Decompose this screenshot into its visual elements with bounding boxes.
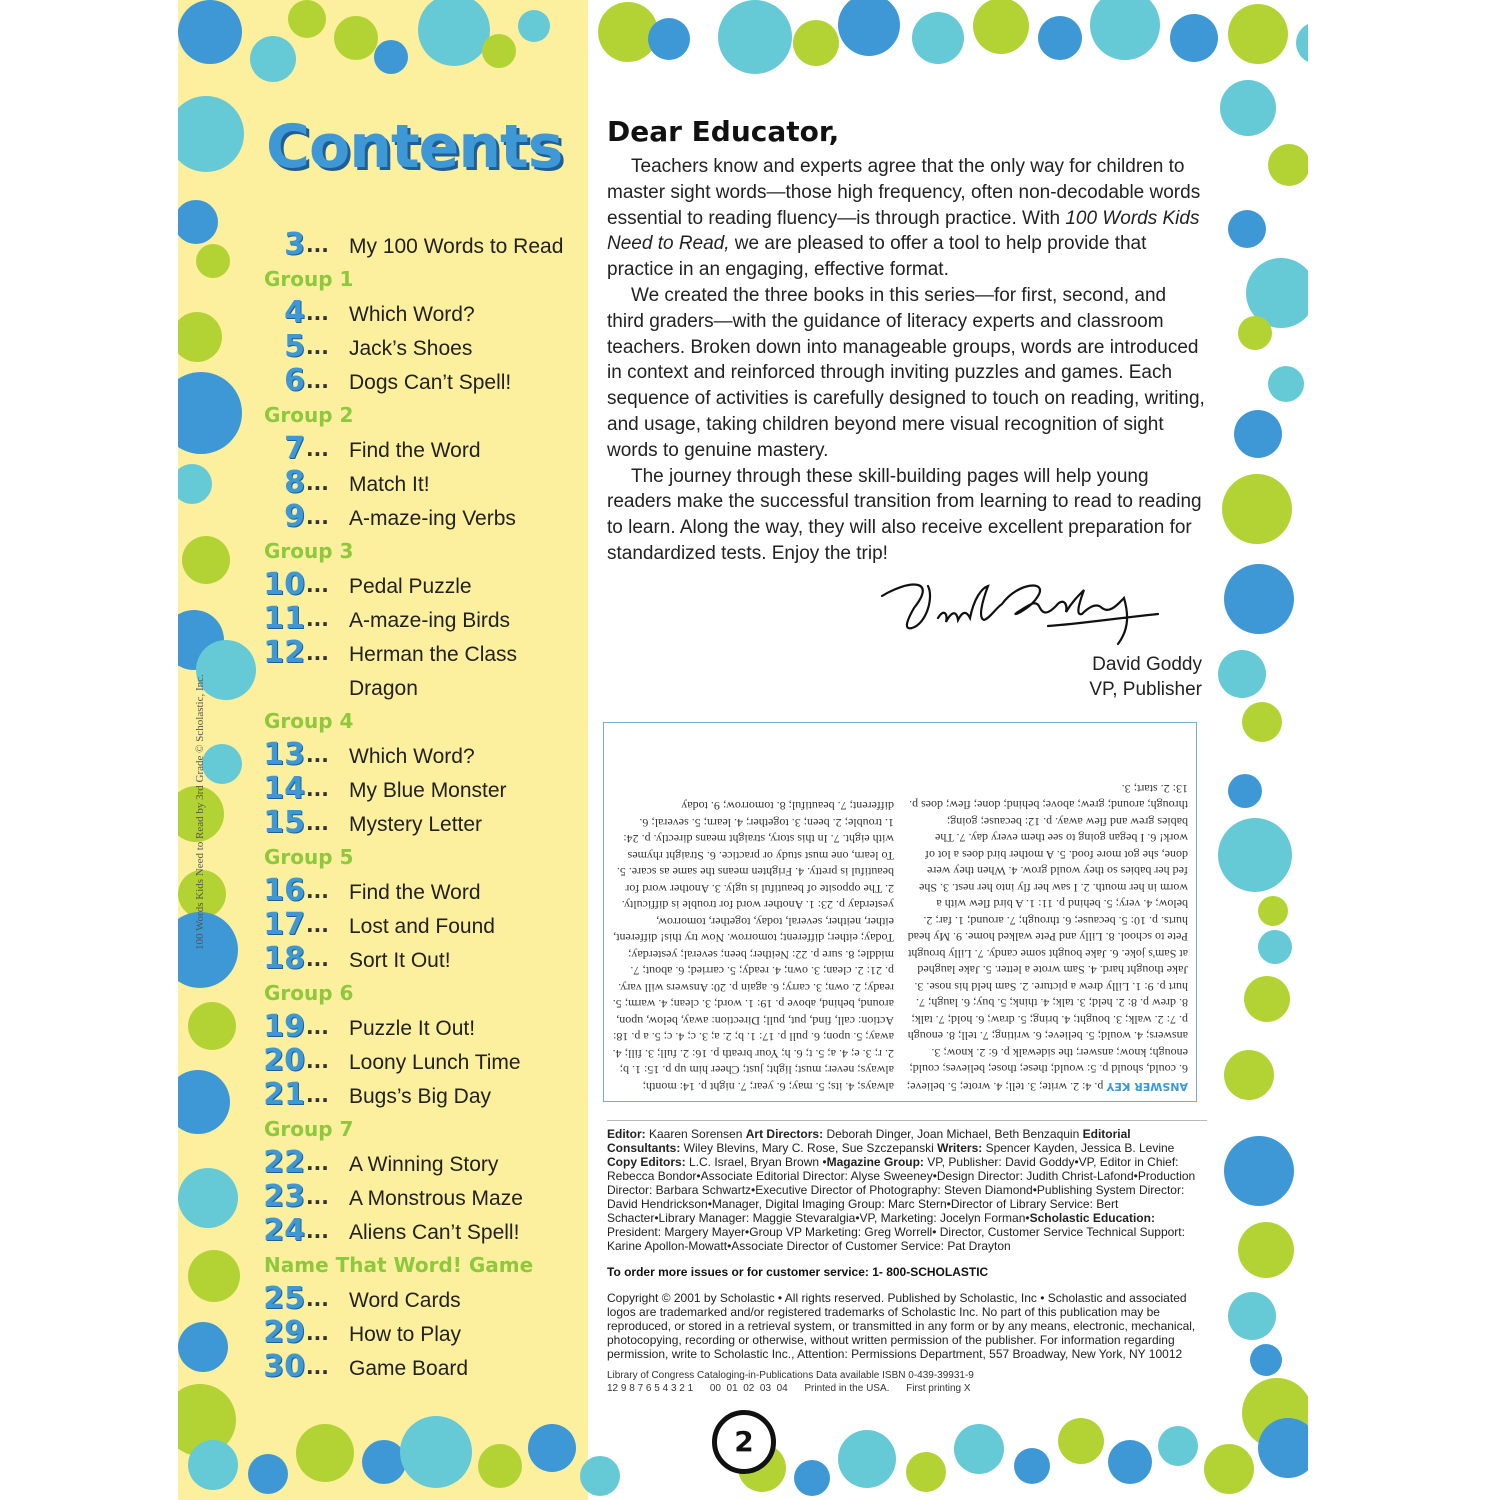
contents-group-heading: Group 3	[264, 539, 354, 563]
contents-entry-title: A-maze-ing Verbs	[349, 507, 516, 530]
credit-label: Editorial Consultants:	[607, 1127, 1131, 1155]
contents-title: Contents	[266, 112, 563, 182]
polka-dot	[1058, 1418, 1104, 1464]
polka-dot	[1204, 1444, 1254, 1494]
polka-dot	[1108, 1440, 1152, 1484]
leader-dots: ...	[306, 1321, 329, 1345]
leader-dots: ...	[306, 743, 329, 767]
contents-entry-title: Dogs Can’t Spell!	[349, 371, 512, 394]
contents-entry-title: A Monstrous Maze	[349, 1187, 523, 1210]
credit-value: Deborah Dinger, Joan Michael, Beth Benzaquin	[823, 1127, 1083, 1141]
contents-entry-title: Bugs’s Big Day	[349, 1085, 492, 1108]
contents-page-number: 16	[263, 873, 305, 908]
contents-entry	[264, 806, 584, 840]
polka-dot	[1014, 1448, 1050, 1484]
answer-key-box	[603, 722, 1197, 1102]
contents-group-heading: Group 6	[264, 981, 354, 1005]
contents-entry	[264, 1078, 584, 1112]
polka-dot	[1158, 1426, 1198, 1466]
letter-greeting: Dear Educator,	[607, 115, 840, 148]
page-number: 2	[712, 1410, 776, 1474]
letter-paragraph-1-start: Teachers know and experts agree that the only way for children to master sight words—those high frequency, often non-decodable words essential to reading fluency—is through practice. With	[607, 156, 1201, 229]
polka-dot	[182, 536, 230, 584]
contents-entry	[264, 908, 584, 942]
polka-dot	[400, 1416, 472, 1488]
polka-dot	[1220, 80, 1276, 136]
contents-entry-title: Aliens Can’t Spell!	[349, 1221, 520, 1244]
contents-entry-title: Word Cards	[349, 1289, 461, 1312]
polka-dot	[188, 1250, 240, 1302]
credit-label: Writers:	[937, 1141, 983, 1155]
leader-dots: ...	[306, 1049, 329, 1073]
contents-entry	[264, 330, 584, 364]
contents-entry-title: Lost and Found	[349, 915, 495, 938]
polka-dot	[528, 1424, 576, 1472]
polka-dot	[188, 1440, 238, 1490]
polka-dot	[1038, 16, 1082, 60]
contents-entry-title: Sort It Out!	[349, 949, 451, 972]
leader-dots: ...	[306, 505, 329, 529]
polka-dot	[188, 1002, 236, 1050]
contents-page-number: 18	[263, 941, 305, 976]
contents-entry	[264, 738, 584, 772]
polka-dot	[1228, 210, 1266, 248]
leader-dots: ...	[306, 879, 329, 903]
polka-dot	[178, 0, 242, 64]
polka-dot	[482, 34, 516, 68]
contents-page-number: 5	[284, 329, 305, 364]
book-title: 100 Words Kids Need to Read,	[607, 207, 1200, 255]
answer-key-column-2: always; 4. its; 5. may; 6. year; 7. night p. 14: month; always; never; must; light; just; Cheer him up p. 15: 1. b; 2. r; 3. e; 4. a; 5. t; 6. h; Your breath p. 16: 2. full; 3. fill; 4. away; 5. upon; 6. pull p. 17: 1. b; 2. a; 3. c; 4. c; 5. a p. 18: Action: call, find, put, pull; Direction: away, below, upon, around, behind, above p. 19: 1. word; 3. clean; 4. warm; 5. ready; 2. own; 3. carry; 6. again p. 20: Answers will vary. p. 21: 2. clean; 3. own; 4. ready; 5. carried; 6. about; 7. middle; 8. sure p. 22: Neither; been; several; yesterday; Today; either; different; tomorrow. Now try this! different, either, neither, several, today, together, tomorrow, yesterday p. 23: 1. Another word for trouble is difficulty. 2. The opposite of beautiful is ugly. 3. Another word for beautiful is pretty. 4. Frighten means the same as scare. 5. To learn, one must study or practice. 6. Straight rhymes with eight. 7. In this story, straight means directly. p. 24: 1. trouble; 2. been; 3. together; 4. learn; 5. several; 6. different; 7. beautiful; 8. tomorrow; 9. today	[612, 799, 894, 1094]
contents-page-number: 23	[263, 1179, 305, 1214]
polka-dot	[1170, 14, 1218, 62]
answer-key-column-1	[906, 729, 1188, 1095]
contents-group-heading: Group 1	[264, 267, 354, 291]
polka-dot	[1228, 774, 1262, 808]
contents-entry-title: A-maze-ing Birds	[349, 609, 511, 632]
polka-dot	[1258, 1418, 1308, 1478]
contents-entry	[264, 432, 584, 466]
credit-label: Copy Editors:	[607, 1155, 686, 1169]
contents-page-number: 8	[284, 465, 305, 500]
contents-entry-title: My 100 Words to Read	[349, 235, 564, 258]
polka-dot	[1258, 896, 1288, 926]
contents-entry	[264, 228, 584, 262]
contents-entry-title: Loony Lunch Time	[349, 1051, 521, 1074]
polka-dot	[478, 1444, 522, 1488]
contents-entry-title: Herman the Class	[349, 643, 518, 666]
leader-dots: ...	[306, 1015, 329, 1039]
letter-paragraph-2: We created the three books in this series—for first, second, and third graders—with the guidance of literacy experts and classroom teachers. Broken down into manageable groups, words are introduced in context and reinforced through inviting puzzles and games. Each sequence of activities is carefully designed to touch on reading, writing, and usage, taking children beyond mere visual recognition of sight words to genuine mastery.	[607, 284, 1205, 461]
contents-entry	[264, 568, 584, 602]
contents-entry	[264, 602, 584, 636]
answer-key-heading: ANSWER KEY	[1106, 1080, 1188, 1093]
library-cataloging: Library of Congress Cataloging-in-Publications Data available ISBN 0-439-39931-9	[607, 1370, 974, 1381]
contents-entry	[264, 1350, 584, 1384]
contents-entry	[264, 636, 584, 670]
print-numbers: 12 9 8 7 6 5 4 3 2 1	[607, 1383, 694, 1394]
polka-dot	[248, 1454, 288, 1494]
leader-dots: ...	[306, 1151, 329, 1175]
polka-dot	[1218, 818, 1292, 892]
contents-entry-title: Mystery Letter	[349, 813, 483, 836]
contents-page-number: 17	[263, 907, 305, 942]
credit-label: Editor:	[607, 1127, 646, 1141]
polka-dot	[1268, 144, 1308, 186]
polka-dot	[1224, 564, 1294, 634]
polka-dot	[793, 20, 839, 66]
polka-dot	[906, 1452, 946, 1492]
contents-page-number: 19	[263, 1009, 305, 1044]
contents-entry	[264, 500, 584, 534]
staff-credits	[607, 1127, 1207, 1253]
letter-paragraph-1	[607, 154, 1207, 283]
contents-entry-title: Match It!	[349, 473, 430, 496]
leader-dots: ...	[306, 811, 329, 835]
credit-value: VP, Publisher: David Goddy•VP, Editor in Chief: Rebecca Bondor•Associate Editorial Director: Alyse Sweeney•Design Director: Judith Christ-Lafond•Production Director: Barbara Schwartz•Executive Director of Photography: Steven Diamond•Publishing System Director: David Hendrickson•Manager, Digital Imaging Group: Marc Stern•Director of Library Service: Bert Schacter•Library Manager: Maggie Stevaralgia•VP, Marketing: Jocelyn Forman•	[607, 1155, 1196, 1225]
contents-page-number: 12	[263, 635, 305, 670]
contents-page-number: 20	[263, 1043, 305, 1078]
polka-dot	[250, 36, 296, 82]
leader-dots: ...	[306, 1219, 329, 1243]
answer-key-upside-down	[604, 723, 1196, 1101]
credit-value: Kaaren Sorensen	[645, 1127, 746, 1141]
signer-name: David Goddy	[1092, 654, 1202, 675]
leader-dots: ...	[306, 913, 329, 937]
educator-letter	[607, 115, 1207, 567]
polka-dot	[1250, 1344, 1282, 1376]
contents-entry-title: How to Play	[349, 1323, 462, 1346]
contents-entry-title: Which Word?	[349, 303, 475, 326]
polka-dot	[1090, 0, 1160, 60]
leader-dots: ...	[306, 369, 329, 393]
contents-entry	[264, 364, 584, 398]
leader-dots: ...	[306, 335, 329, 359]
contents-entry-title: Game Board	[349, 1357, 469, 1380]
polka-dot	[1258, 930, 1292, 964]
contents-group-heading: Group 2	[264, 403, 354, 427]
printing-edition: First printing X	[906, 1383, 971, 1394]
signature-image	[878, 568, 1178, 658]
contents-entry	[264, 772, 584, 806]
contents-entry-title: Find the Word	[349, 881, 481, 904]
polka-dot	[178, 1322, 228, 1372]
leader-dots: ...	[306, 1185, 329, 1209]
printing-line	[607, 1382, 1207, 1395]
contents-page-number: 24	[263, 1213, 305, 1248]
signer-title: VP, Publisher	[1089, 679, 1202, 700]
polka-dot	[838, 1430, 896, 1488]
contents-entry	[264, 874, 584, 908]
contents-group-heading: Group 5	[264, 845, 354, 869]
leader-dots: ...	[306, 233, 329, 257]
polka-dot	[1268, 366, 1304, 402]
copyright-notice: Copyright © 2001 by Scholastic • All rights reserved. Published by Scholastic, Inc • Scholastic and associated logos are trademarked and/or registered trademarks of Scholastic Inc. No part of this publication may be reproduced, or stored in a retrieval system, or transmitted in any form or by any means, electronic, mechanical, photocopying, recording or otherwise, without written permission of the publisher. For information regarding permission, write to Scholastic Inc., Attention: Permissions Department, 557 Broadway, New York, NY 10012	[607, 1291, 1196, 1361]
contents-group-heading: Group 7	[264, 1117, 354, 1141]
contents-page-number: 21	[263, 1077, 305, 1112]
contents-page-number: 25	[263, 1281, 305, 1316]
polka-dot	[1238, 316, 1272, 350]
contents-page-number: 6	[284, 363, 305, 398]
contents-page-number: 30	[263, 1349, 305, 1384]
leader-dots: ...	[306, 947, 329, 971]
contents-list	[264, 228, 584, 1384]
polka-dot	[1234, 410, 1282, 458]
polka-dot	[794, 1460, 830, 1496]
contents-entry	[264, 296, 584, 330]
polka-dot	[1238, 1222, 1294, 1278]
polka-dot	[718, 0, 792, 74]
polka-dot	[374, 40, 408, 74]
polka-dot	[1228, 1292, 1276, 1340]
credit-label: Magazine Group:	[826, 1155, 924, 1169]
polka-dot	[196, 244, 230, 278]
polka-dot	[1228, 4, 1288, 64]
letter-paragraph-3: The journey through these skill-building pages will help young readers make the successful transition from learning to read to reading to learn. Along the way, they will also receive excellent preparation for standardized tests. Enjoy the trip!	[607, 465, 1202, 564]
polka-dot	[973, 0, 1029, 54]
answer-key-text-1: p. 4: 2. write; 3. tell; 4. wrote; 5. believe; 6. could, should p. 5: would; these; those; believes; could; enough; know; answer; the sidewalk p. 6: 2. know; 3. answers; 4. would; 5. believe; 6. writing; 7. tell; 8. enough p. 7: 2. walk; 3. bought; 4. bring; 5. draw; 6. hold; 7. talk; 8. drew p. 8: 2. held; 3. talk; 4. think; 5. buy; 6. laugh; 7. hurt p. 9: 1. Lilly drew a picture. 2. Sam held his nose. 3. Jake thought hard. 4. Sam wrote a letter. 5. Jake laughed at Sam's joke. 6. Jake bought some candy. 7. Lilly brought Pete to school. 8. Lilly and Pete walked home. 9. My head hurts. p. 10: 5. because; 6. through; 7. around; 1. far; 2. below; 4. very; 5. behind p. 11: 1. A bird flew with a worm in her mouth. 2. I saw her fly into her nest. 3. She fed her babies so they would grow. 4. When they were done, she got more food. 5. A mother bird does a lot of work! 6. I began going to see them every day. 7. The babies grew and flew away. p. 12: because; going; through; around; grew; above; behind; done; flew; does p. 13: 2. start; 3.	[906, 782, 1188, 1094]
contents-entry	[264, 1180, 584, 1214]
contents-page-number: 9	[284, 499, 305, 534]
polka-dot	[296, 1424, 354, 1482]
polka-dot	[202, 744, 242, 784]
contents-page-number: 14	[263, 771, 305, 806]
contents-entry	[264, 942, 584, 976]
contents-entry-title: Puzzle It Out!	[349, 1017, 476, 1040]
credit-value: Wiley Blevins, Mary C. Rose, Sue Szczepanski	[680, 1141, 938, 1155]
credits-section	[607, 1120, 1207, 1395]
leader-dots: ...	[306, 1355, 329, 1379]
leader-dots: ...	[306, 607, 329, 631]
polka-dot	[1222, 474, 1292, 544]
contents-entry-title: Which Word?	[349, 745, 475, 768]
signer-block	[1089, 652, 1202, 702]
leader-dots: ...	[306, 1287, 329, 1311]
contents-entry-title: Dragon	[349, 677, 418, 700]
print-years: 00 01 02 03 04	[709, 1383, 788, 1394]
leader-dots: ...	[306, 437, 329, 461]
polka-dot	[518, 10, 550, 42]
leader-dots: ...	[306, 573, 329, 597]
contents-page-number: 11	[263, 601, 305, 636]
contents-entry-title: Pedal Puzzle	[349, 575, 472, 598]
contents-page-number: 7	[284, 431, 305, 466]
contents-entry	[264, 1316, 584, 1350]
contents-entry	[264, 1146, 584, 1180]
contents-entry-title: A Winning Story	[349, 1153, 499, 1176]
polka-dot	[178, 1168, 238, 1228]
leader-dots: ...	[306, 641, 329, 665]
polka-dot	[334, 16, 378, 60]
contents-entry-title: Find the Word	[349, 439, 481, 462]
contents-group-heading: Name That Word! Game	[264, 1253, 534, 1277]
contents-page-number: 4	[284, 295, 305, 330]
contents-page-number: 10	[263, 567, 305, 602]
contents-group-heading: Group 4	[264, 709, 354, 733]
letter-paragraph-1-end: we are pleased to offer a tool to help provide that practice in an engaging, effective format.	[607, 233, 1147, 281]
polka-dot	[1244, 976, 1290, 1022]
credit-label: Scholastic Education:	[1029, 1211, 1155, 1225]
polka-dot	[288, 0, 326, 38]
contents-entry	[264, 466, 584, 500]
leader-dots: ...	[306, 301, 329, 325]
printed-in: Printed in the USA.	[804, 1383, 890, 1394]
contents-entry-title: My Blue Monster	[349, 779, 507, 802]
contents-entry-title: Jack’s Shoes	[349, 337, 473, 360]
polka-dot	[838, 0, 900, 56]
polka-dot	[954, 1424, 1004, 1474]
page	[178, 0, 1308, 1500]
contents-page-number: 29	[263, 1315, 305, 1350]
polka-dot	[1224, 1050, 1274, 1100]
credit-value: L.C. Israel, Bryan Brown •	[685, 1155, 827, 1169]
contents-entry	[264, 1010, 584, 1044]
polka-dot	[648, 18, 690, 60]
contents-page-number: 15	[263, 805, 305, 840]
vertical-credit-line: 100 Words Kids Need to Read by 3rd Grade © Scholastic, Inc.	[194, 674, 206, 950]
polka-dot	[1242, 702, 1282, 742]
contents-page-number: 3	[284, 227, 305, 262]
credit-value: President: Margery Mayer•Group VP Marketing: Greg Worrell• Director, Customer Service Technical Support: Karine Apollon-Mowatt•Associate Director of Customer Service: Pat Drayton	[607, 1225, 1185, 1253]
polka-dot	[1224, 1136, 1294, 1206]
contents-page-number: 13	[263, 737, 305, 772]
credit-value: Spencer Kayden, Jessica B. Levine	[982, 1141, 1175, 1155]
polka-dot	[912, 12, 964, 64]
credit-label: Art Directors:	[745, 1127, 824, 1141]
contents-entry	[264, 1282, 584, 1316]
order-info: To order more issues or for customer service: 1- 800-SCHOLASTIC	[607, 1265, 989, 1279]
polka-dot	[1296, 22, 1308, 64]
leader-dots: ...	[306, 1083, 329, 1107]
contents-entry	[264, 670, 584, 704]
contents-page-number: 22	[263, 1145, 305, 1180]
contents-entry	[264, 1214, 584, 1248]
contents-entry	[264, 1044, 584, 1078]
leader-dots: ...	[306, 471, 329, 495]
leader-dots: ...	[306, 777, 329, 801]
polka-dot	[1218, 650, 1266, 698]
polka-dot	[580, 1456, 620, 1496]
